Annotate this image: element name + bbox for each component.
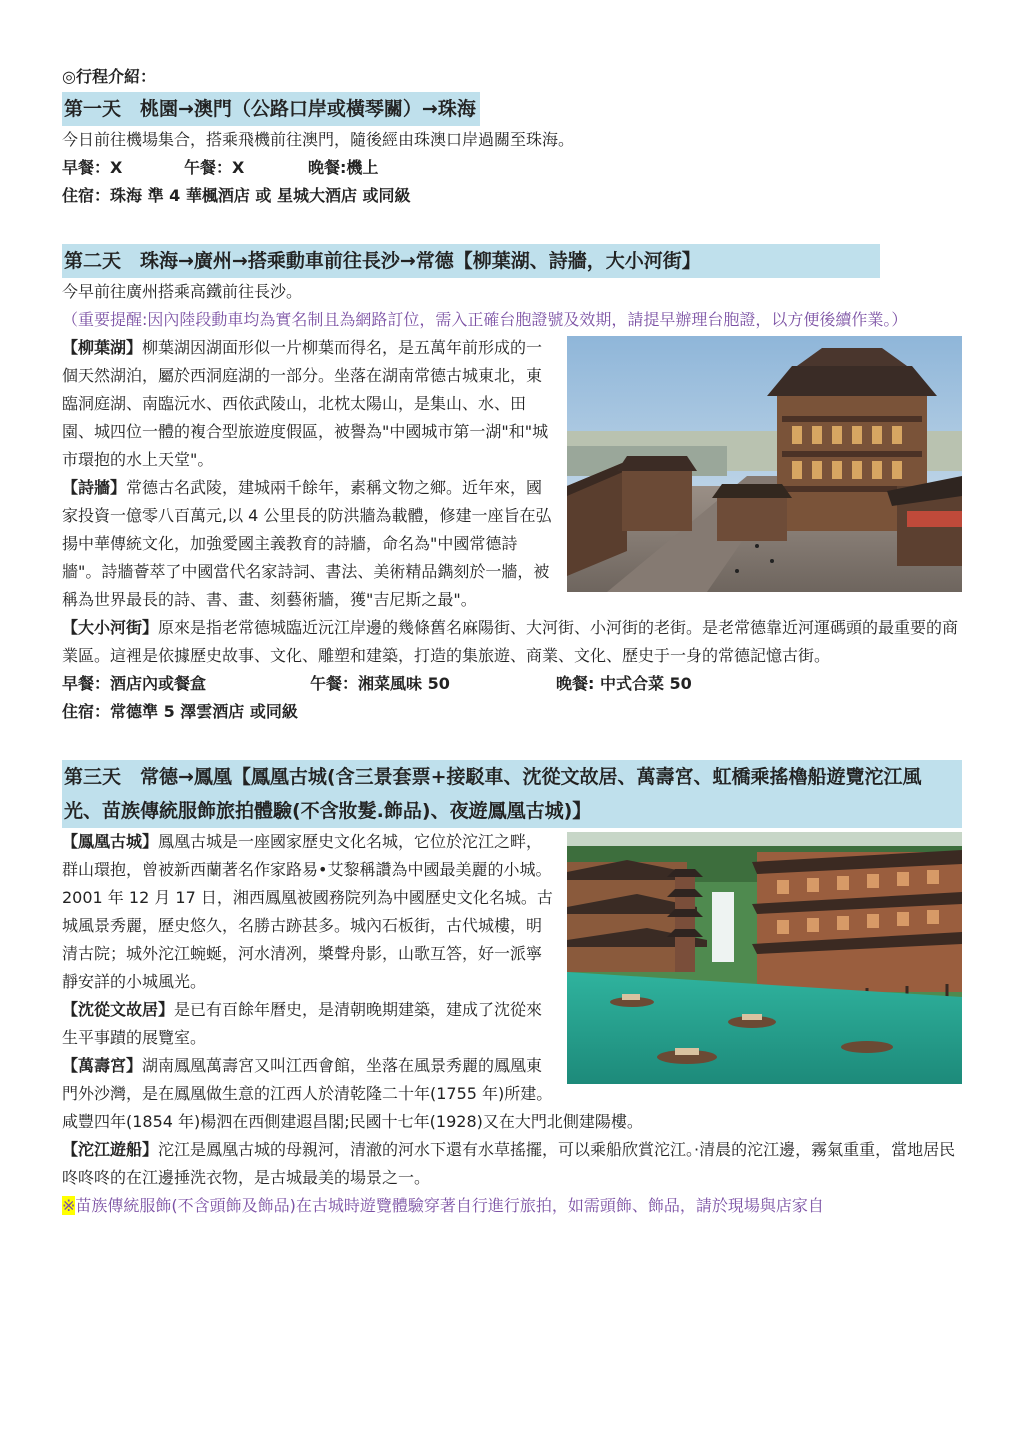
- day3-title: 第三天 常德→鳳凰【鳳凰古城(含三景套票+接駁車、沈從文故居、萬壽宮、虹橋乘搖櫓船遊覽沱江風光、苗族傳統服飾旅拍體驗(不含妝髮.飾品)、夜遊鳳凰古城)】: [62, 760, 962, 828]
- day2-hotel: 住宿：常德準 5 澤雲酒店 或同級: [62, 702, 298, 721]
- day1-breakfast: 早餐：X: [62, 158, 123, 177]
- day2-dinner: 晚餐: 中式合菜 50: [556, 674, 692, 693]
- day2-description: 今早前往廣州搭乘高鐵前往長沙。: [62, 282, 303, 301]
- wanshou-text: 湖南鳳凰萬壽宮又叫江西會館，坐落在風景秀麗的鳳凰東門外沙灣，是在鳳凰做生意的江西人於清乾隆二十年(1755 年)所建。咸豐四年(1854 年)楊泗在西側建遐昌閣;民國十七年(1928)又在大門北側建陽樓。: [62, 1056, 643, 1131]
- day2-breakfast: 早餐：酒店內或餐盒: [62, 674, 207, 693]
- fenghuang-text: 鳳凰古城是一座國家歷史文化名城，它位於沱江之畔，群山環抱，曾被新西蘭著名作家路易•艾黎稱讚為中國最美麗的小城。2001 年 12 月 17 日，湘西鳳凰被國務院列為中國歷史文化名城。古城風景秀麗，歷史悠久，名勝古跡甚多。城內石板街，古代城樓，明清古院；城外沱江蜿蜒，河水清冽，槳聲舟影，山歌互答，好一派寧靜安詳的小城風光。: [62, 832, 553, 991]
- shen-congwen-heading: 【沈從文故居】: [62, 1000, 175, 1019]
- day1-meals: [62, 154, 962, 182]
- day1-lunch: 午餐：X: [184, 158, 245, 177]
- daxiao-section: [62, 614, 962, 670]
- day1-dinner: 晚餐:機上: [308, 158, 379, 177]
- day2-title: 第二天 珠海→廣州→搭乘動車前往長沙→常德【柳葉湖、詩牆，大小河街】: [62, 244, 880, 278]
- day1-title: 第一天 桃園→澳門（公路口岸或橫琴關）→珠海: [62, 92, 480, 126]
- tuojiang-heading: 【沱江遊船】: [62, 1140, 159, 1159]
- fenghuang-ancient-town-photo: [567, 832, 962, 1084]
- shen-congwen-text: 是已有百餘年曆史，是清朝晚期建築，建成了沈從來生平事蹟的展覽室。: [62, 1000, 543, 1047]
- daxiao-heading: 【大小河街】: [62, 618, 159, 637]
- fenghuang-heading: 【鳳凰古城】: [62, 832, 159, 851]
- tuojiang-section: [62, 1136, 962, 1192]
- itinerary-intro: ◎行程介紹：: [62, 67, 156, 86]
- liuyehu-heading: 【柳葉湖】: [62, 338, 143, 357]
- shiqiang-heading: 【詩牆】: [62, 478, 127, 497]
- itinerary-page: [62, 62, 962, 1220]
- costume-note-text: 苗族傳統服飾(不含頭飾及飾品)在古城時遊覽體驗穿著自行進行旅拍，如需頭飾、飾品，請於現場與店家自: [75, 1196, 824, 1215]
- daxiao-text: 原來是指老常德城臨近沅江岸邊的幾條舊名麻陽街、大河街、小河街的老街。是老常德靠近河運碼頭的最重要的商業區。這裡是依據歷史故事、文化、雕塑和建築，打造的集旅遊、商業、文化、歷史于一身的常德記憶古街。: [62, 618, 959, 665]
- note-mark: ※: [62, 1196, 76, 1215]
- day1-description: 今日前往機場集合，搭乘飛機前往澳門，隨後經由珠澳口岸過關至珠海。: [62, 130, 575, 149]
- day2-notice: （重要提醒:因內陸段動車均為實名制且為網路訂位，需入正確台胞證號及效期，請提早辦理台胞證，以方便後續作業。）: [62, 310, 908, 329]
- day2-lunch: 午餐：湘菜風味 50: [310, 674, 450, 693]
- liuyehu-text: 柳葉湖因湖面形似一片柳葉而得名，是五萬年前形成的一個天然湖泊，屬於西洞庭湖的一部分。坐落在湖南常德古城東北，東臨洞庭湖、南臨沅水、西依武陵山，北枕太陽山，是集山、水、田園、城四位一體的複合型旅遊度假區，被譽為"中國城市第一湖"和"城市環抱的水上天堂"。: [62, 338, 549, 469]
- wanshou-heading: 【萬壽宮】: [62, 1056, 143, 1075]
- changde-old-street-photo: [567, 336, 962, 592]
- shiqiang-text: 常德古名武陵，建城兩千餘年，素稱文物之鄉。近年來，國家投資一億零八百萬元,以 4 公里長的防洪牆為載體，修建一座旨在弘揚中華傳統文化，加強愛國主義教育的詩牆，命名為"中國常德詩牆"。詩牆薈萃了中國當代名家詩詞、書法、美術精品鐫刻於一牆，被稱為世界最長的詩、書、畫、刻藝術牆，獲"吉尼斯之最"。: [62, 478, 552, 609]
- day2-meals: [62, 670, 962, 698]
- costume-note: [62, 1192, 962, 1220]
- tuojiang-text: 沱江是鳳凰古城的母親河，清澈的河水下還有水草搖擺，可以乘船欣賞沱江。·清晨的沱江邊，霧氣重重，當地居民咚咚咚的在江邊捶洗衣物，是古城最美的場景之一。: [62, 1140, 956, 1187]
- day1-hotel: 住宿：珠海 準 4 華楓酒店 或 星城大酒店 或同級: [62, 186, 411, 205]
